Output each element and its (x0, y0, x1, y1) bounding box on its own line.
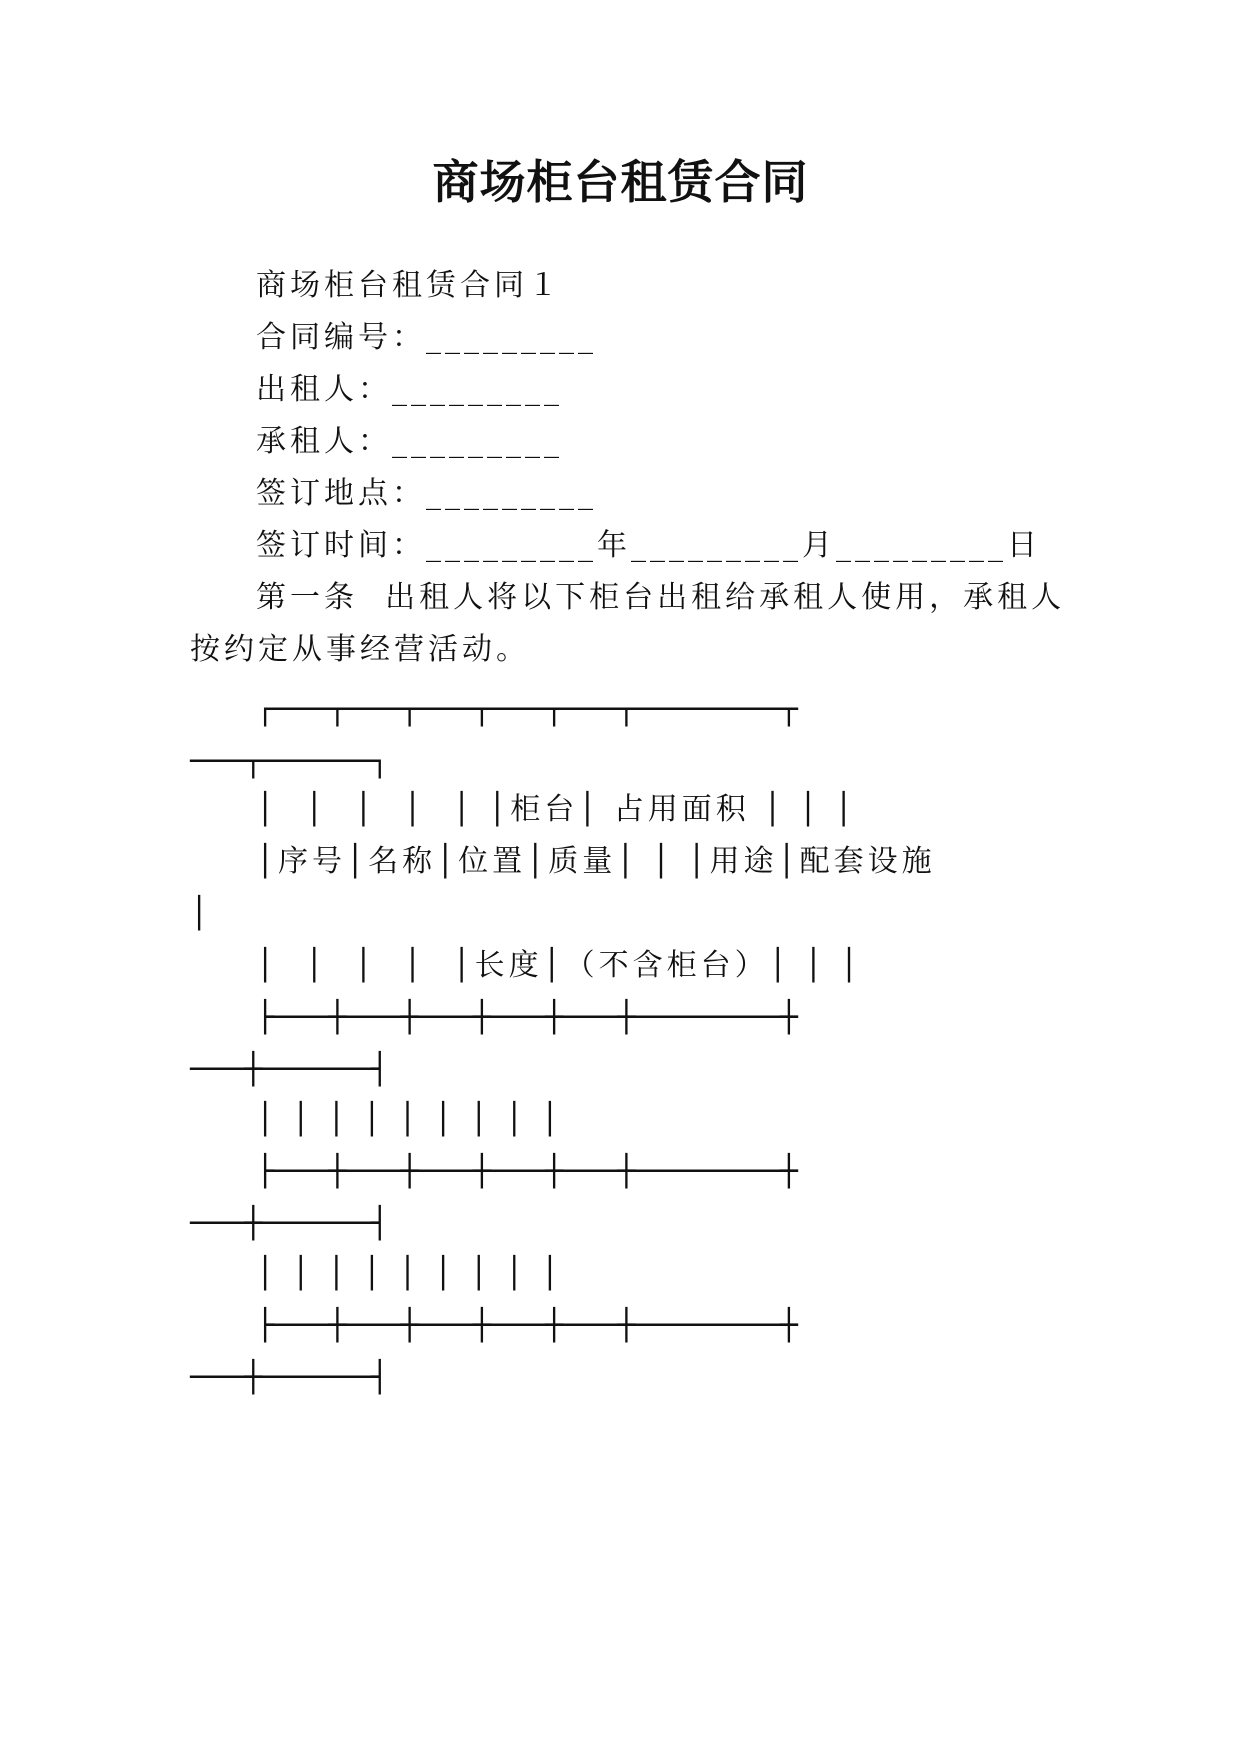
table-header-row-1: │ │ │ │ │ │柜台│ 占用面积 │ │ │ (256, 792, 857, 827)
table-top-border-a: ┌───┬───┬───┬───┬───┬────────┬ (256, 692, 798, 727)
contract-subtitle: 商场柜台租赁合同１ (256, 268, 562, 303)
table-separator-1a: ├───┼───┼───┼───┼───┼────────┼ (256, 1000, 798, 1035)
table-data-row-1: │ │ │ │ │ │ │ │ │ (256, 1102, 563, 1137)
table-separator-2b: ───┼──────┤ (190, 1206, 389, 1241)
contract-number-line: 合同编号：_________ (256, 320, 597, 355)
article-1-line-2: 按约定从事经营活动。 (190, 632, 530, 667)
document-title: 商场柜台租赁合同 (432, 155, 809, 209)
lessee-line: 承租人：_________ (256, 424, 563, 459)
table-top-border-b: ───┬──────┐ (190, 744, 389, 779)
table-data-row-2: │ │ │ │ │ │ │ │ │ (256, 1256, 563, 1291)
table-separator-3a: ├───┼───┼───┼───┼───┼────────┼ (256, 1308, 798, 1343)
table-header-row-2: │序号│名称│位置│质量│ │ │用途│配套设施 (256, 844, 936, 879)
table-separator-3b: ───┼──────┤ (190, 1360, 389, 1395)
table-separator-1b: ───┼──────┤ (190, 1052, 389, 1087)
article-1-line-1: 第一条 出租人将以下柜台出租给承租人使用，承租人 (256, 580, 1066, 615)
table-header-row-2-end: │ (190, 896, 213, 931)
sign-place-line: 签订地点：_________ (256, 476, 597, 511)
table-header-row-3: │ │ │ │ │长度│（不含柜台）│ │ │ (256, 948, 862, 983)
sign-time-line: 签订时间：_________年_________月_________日 (256, 528, 1041, 563)
lessor-line: 出租人：_________ (256, 372, 563, 407)
table-separator-2a: ├───┼───┼───┼───┼───┼────────┼ (256, 1154, 798, 1189)
